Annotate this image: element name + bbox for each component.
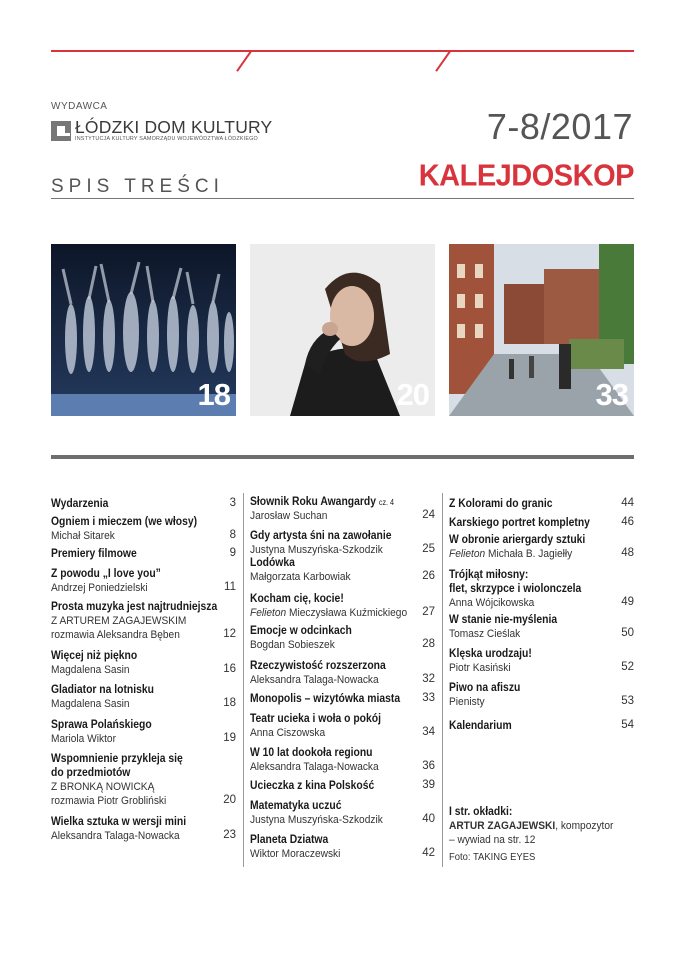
publisher-label: WYDAWCA [51, 101, 108, 112]
red-slash [236, 51, 251, 72]
toc-entry[interactable]: Karskiego portret kompletny 46 [449, 516, 634, 529]
toc-entry[interactable]: Emocje w odcinkach Bogdan Sobieszek 28 [250, 625, 435, 651]
publisher-subtitle: INSTYTUCJA KULTURY SAMORZĄDU WOJEWÓDZTWA ŁÓDZKIEGO [75, 136, 258, 142]
toc-entry[interactable]: W obronie ariergardy sztuki Felieton Michała B. Jagiełły 48 [449, 534, 634, 560]
top-red-line [51, 50, 634, 52]
toc-entry[interactable]: W stanie nie-myślenia Tomasz Cieślak 50 [449, 614, 634, 640]
toc-entry[interactable]: Gdy artysta śni na zawołanie Justyna Muszyńska-Szkodzik 25 [250, 530, 435, 556]
toc-entry[interactable]: Monopolis – wizytówka miasta 33 [250, 692, 435, 705]
red-slash [435, 51, 450, 72]
photo-page-number: 20 [396, 377, 429, 412]
toc-entry[interactable]: Rzeczywistość rozszerzona Aleksandra Talaga-Nowacka 32 [250, 660, 435, 686]
toc-entry[interactable]: Słownik Roku Awangardy cz. 4 Jarosław Suchan 24 [250, 496, 435, 522]
toc-entry[interactable]: Więcej niż piękno Magdalena Sasin 16 [51, 650, 236, 676]
publisher-logo [51, 117, 281, 143]
toc-entry[interactable]: Z powodu „I love you” Andrzej Poniedzielski 11 [51, 568, 236, 594]
toc-entry[interactable]: Premiery filmowe 9 [51, 547, 236, 560]
toc-entry[interactable]: Matematyka uczuć Justyna Muszyńska-Szkodzik 40 [250, 800, 435, 826]
toc-entry[interactable]: Ogniem i mieczem (we włosy) Michał Sitarek 8 [51, 516, 236, 542]
photo-dancers[interactable] [51, 244, 236, 416]
column-divider [243, 493, 244, 867]
publisher-name: ŁÓDZKI DOM KULTURY [75, 117, 273, 137]
photo-woman[interactable] [250, 244, 435, 416]
toc-entry[interactable]: Z Kolorami do granic 44 [449, 497, 634, 510]
toc-entry[interactable]: Wspomnienie przykleja się do przedmiotów Z BRONKĄ NOWICKĄ rozmawia Piotr Grobliński 20 [51, 753, 236, 807]
toc-entry[interactable]: Piwo na afiszu Pienisty 53 [449, 682, 634, 708]
header-rule [51, 198, 634, 199]
issue-number: 7-8/2017 [486, 106, 633, 147]
toc-entry[interactable]: Lodówka Małgorzata Karbowiak 26 [250, 557, 435, 583]
magazine-brand: KALEJDOSKOP [418, 159, 634, 193]
ldk-logo-icon [51, 121, 71, 141]
photo-page-number: 33 [595, 377, 628, 412]
toc-entry[interactable]: Wielka sztuka w wersji mini Aleksandra Talaga-Nowacka 23 [51, 816, 236, 842]
toc-entry[interactable]: Planeta Dziatwa Wiktor Moraczewski 42 [250, 834, 435, 860]
toc-entry[interactable]: Trójkąt miłosny: flet, skrzypce i wiolonczela Anna Wójcikowska 49 [449, 569, 634, 609]
toc-entry[interactable]: Gladiator na lotnisku Magdalena Sasin 18 [51, 684, 236, 710]
cover-credit: I str. okładki: ARTUR ZAGAJEWSKI, kompozytor – wywiad na str. 12 Foto: TAKING EYES [449, 806, 614, 863]
toc-entry[interactable]: Ucieczka z kina Polskość 39 [250, 779, 435, 792]
toc-entry[interactable]: Kalendarium 54 [449, 719, 634, 732]
photo-page-number: 18 [197, 377, 230, 412]
photo-street[interactable] [449, 244, 634, 416]
toc-entry[interactable]: Wydarzenia 3 [51, 497, 236, 510]
toc-entry[interactable]: Sprawa Polańskiego Mariola Wiktor 19 [51, 719, 236, 745]
toc-entry[interactable]: W 10 lat dookoła regionu Aleksandra Talaga-Nowacka 36 [250, 747, 435, 773]
toc-entry[interactable]: Teatr ucieka i woła o pokój Anna Ciszowska 34 [250, 713, 435, 739]
toc-entry[interactable]: Klęska urodzaju! Piotr Kasiński 52 [449, 648, 634, 674]
toc-entry[interactable]: Kocham cię, kocie! Felieton Mieczysława Kuźmickiego 27 [250, 593, 435, 619]
toc-title: SPIS TREŚCI [51, 176, 224, 197]
column-divider [442, 493, 443, 867]
section-rule [51, 455, 634, 459]
toc-entry[interactable]: Prosta muzyka jest najtrudniejsza Z ARTUREM ZAGAJEWSKIM rozmawia Aleksandra Bęben 12 [51, 601, 236, 641]
